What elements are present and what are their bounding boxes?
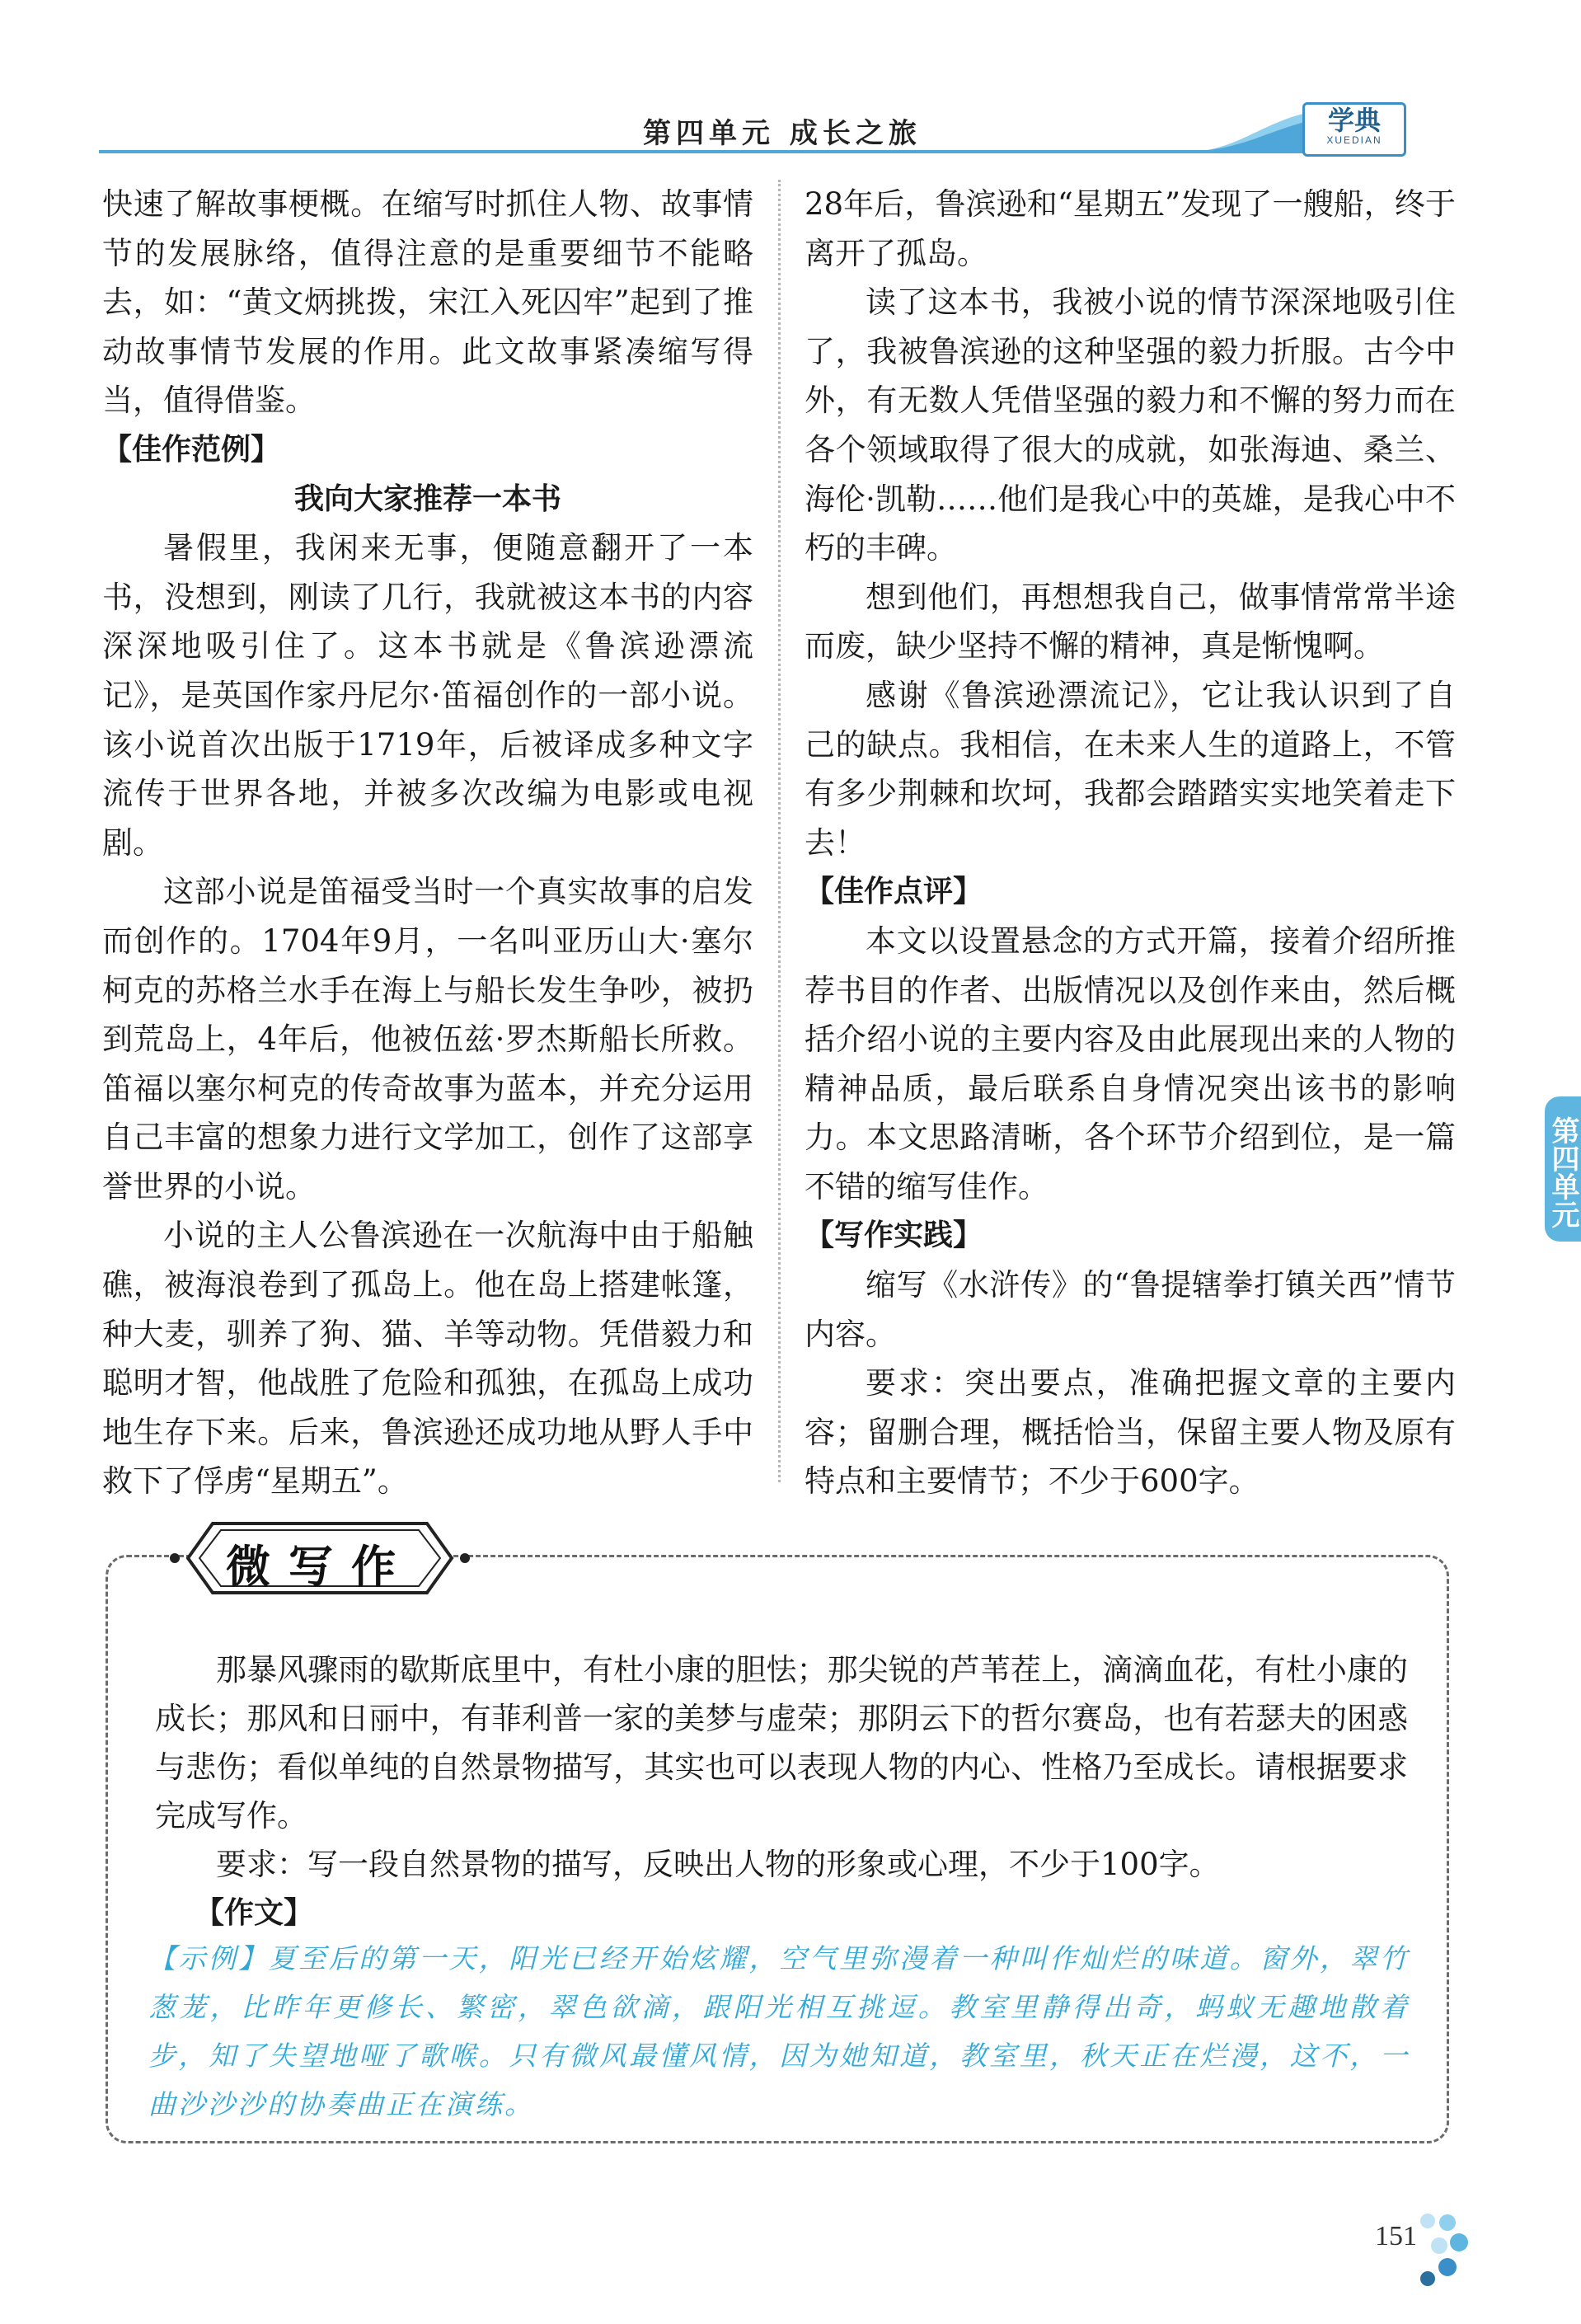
paragraph: 这部小说是笛福受当时一个真实故事的启发而创作的。1704年9月，一名叫亚历山大·塞尔柯克的苏格兰水手在海上与船长发生争吵，被扔到荒岛上，4年后，他被伍兹·罗杰斯船长所救。笛福以塞尔柯克的传奇故事为蓝本，并充分运用自己丰富的想象力进行文学加工，创作了这部享誉世界的小说。 (102, 874, 753, 1204)
paragraph: 暑假里，我闲来无事，便随意翻开了一本书，没想到，刚读了几行，我就被这本书的内容深深地吸引住了。这本书就是《鲁滨逊漂流记》，是英国作家丹尼尔·笛福创作的一部小说。该小说首次出版于1719年，后被译成多种文字流传于世界各地，并被多次改编为电影或电视剧。 (102, 530, 753, 861)
section-heading-practice: 【写作实践】 (805, 1218, 983, 1253)
page-number: 151 (1375, 2221, 1417, 2251)
section-heading-example: 【佳作范例】 (102, 432, 281, 467)
paragraph: 想到他们，再想想我自己，做事情常常半途而废，缺少坚持不懈的精神，真是惭愧啊。 (805, 579, 1456, 664)
essay-title: 我向大家推荐一本书 (293, 481, 561, 516)
paragraph: 本文以设置悬念的方式开篇，接着介绍所推荐书目的作者、出版情况以及创作来由，然后概括介绍小说的主要内容及由此展现出来的人物的精神品质，最后联系自身情况突出该书的影响力。本文思路清晰，各个环节介绍到位，是一篇不错的缩写佳作。 (805, 923, 1456, 1204)
micro-writing-content (155, 1646, 1408, 1937)
logo-sub-text: XUEDIAN (1326, 134, 1382, 146)
left-column (102, 180, 753, 1506)
right-column (805, 180, 1456, 1506)
sample-answer: 【示例】夏至后的第一天，阳光已经开始炫耀，空气里弥漫着一种叫作灿烂的味道。窗外，翠竹葱茏，比昨年更修长、繁密，翠色欲滴，跟阳光相互挑逗。教室里静得出奇，蚂蚁无趣地散着步，知了失望地哑了歌喉。只有微风最懂风情，因为她知道，教室里，秋天正在烂漫，这不，一曲沙沙沙的协奏曲正在演练。 (148, 1942, 1410, 2120)
paragraph: 缩写《水浒传》的“鲁提辖拳打镇关西”情节内容。 (805, 1267, 1456, 1352)
paragraph: 要求：写一段自然景物的描写，反映出人物的形象或心理，不少于100字。 (216, 1847, 1220, 1882)
column-divider (778, 180, 781, 1482)
section-heading-comment: 【佳作点评】 (805, 875, 983, 909)
paragraph: 读了这本书，我被小说的情节深深地吸引住了，我被鲁滨逊的这种坚强的毅力折服。古今中外，有无数人凭借坚强的毅力和不懈的努力而在各个领域取得了很大的成就，如张海迪、桑兰、海伦·凯勒……他们是我心中的英雄，是我心中不朽的丰碑。 (805, 284, 1456, 566)
publisher-logo (1302, 102, 1406, 157)
header-title: 第四单元 成长之旅 (643, 117, 922, 150)
paragraph: 要求：突出要点，准确把握文章的主要内容；留删合理，概括恰当，保留主要人物及原有特点和主要情节；不少于600字。 (805, 1365, 1456, 1500)
decorative-dots-icon (1411, 2209, 1477, 2300)
paragraph: 小说的主人公鲁滨逊在一次航海中由于船触礁，被海浪卷到了孤岛上。他在岛上搭建帐篷，种大麦，驯养了狗、猫、羊等动物。凭借毅力和聪明才智，他战胜了危险和孤独，在孤岛上成功地生存下来。后来，鲁滨逊还成功地从野人手中救下了俘虏“星期五”。 (102, 1218, 753, 1500)
paragraph: 那暴风骤雨的歇斯底里中，有杜小康的胆怯；那尖锐的芦苇茬上，滴滴血花，有杜小康的成长；那风和日丽中，有菲利普一家的美梦与虚荣；那阴云下的哲尔赛岛，也有若瑟夫的困惑与悲伤；看似单纯的自然景物描写，其实也可以表现人物的内心、性格乃至成长。请根据要求完成写作。 (155, 1652, 1408, 1833)
paragraph: 感谢《鲁滨逊漂流记》，它让我认识到了自己的缺点。我相信，在未来人生的道路上，不管有多少荆棘和坎坷，我都会踏踏实实地笑着走下去！ (805, 677, 1456, 861)
page-header (99, 106, 1451, 157)
micro-writing-title: 微写作 (226, 1540, 414, 1593)
logo-main-text: 学典 (1327, 105, 1381, 136)
section-heading-essay: 【作文】 (195, 1896, 314, 1930)
micro-writing-banner (163, 1515, 476, 1601)
paragraph: 28年后，鲁滨逊和“星期五”发现了一艘船，终于离开了孤岛。 (805, 186, 1456, 271)
paragraph: 快速了解故事梗概。在缩写时抓住人物、故事情节的发展脉络，值得注意的是重要细节不能略去，如：“黄文炳挑拨，宋江入死囚牢”起到了推动故事情节发展的作用。此文故事紧凑缩写得当，值得借鉴。 (102, 186, 753, 419)
unit-side-tab: 第四单元 (1545, 1096, 1581, 1242)
